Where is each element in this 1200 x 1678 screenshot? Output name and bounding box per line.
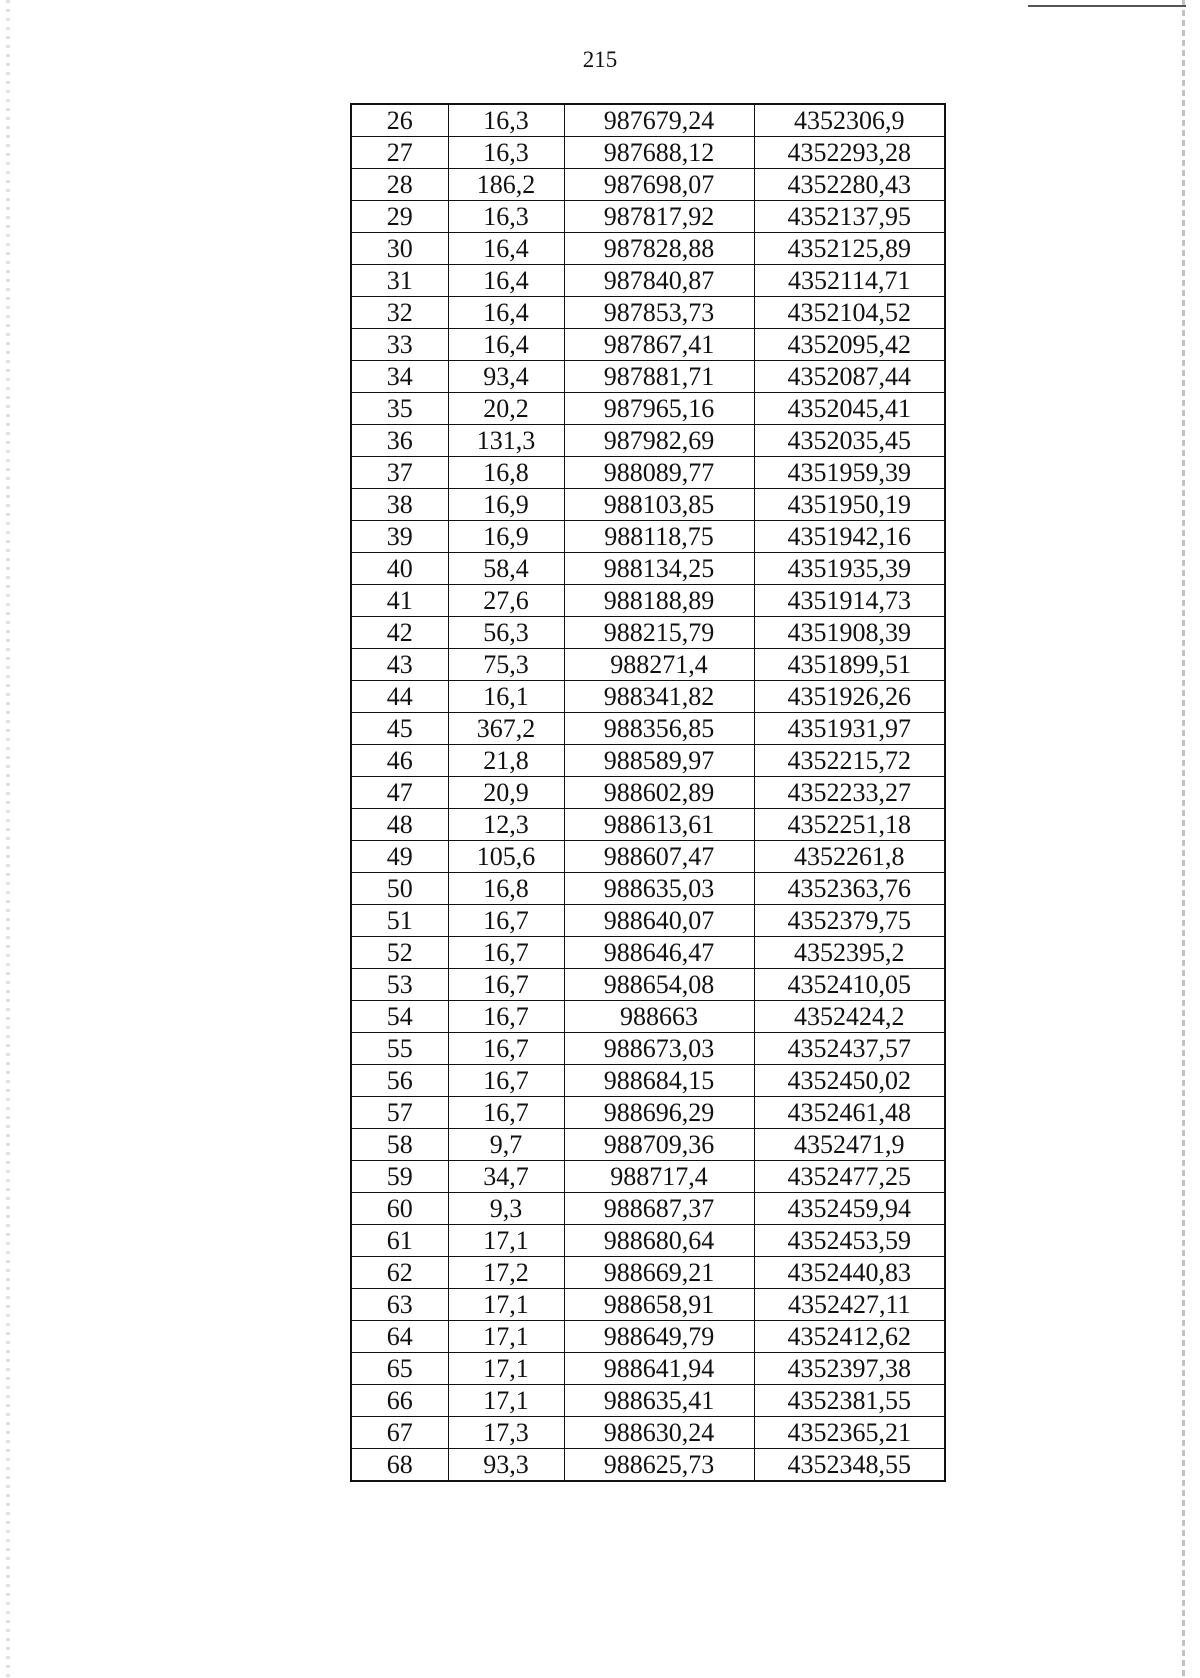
- table-row: [351, 1033, 945, 1065]
- x-coordinate-cell: 987840,87: [564, 265, 754, 297]
- table-row: [351, 137, 945, 169]
- table-row: [351, 1065, 945, 1097]
- y-coordinate-cell: 4352306,9: [754, 104, 945, 137]
- table-row: [351, 489, 945, 521]
- y-coordinate-cell: 4352471,9: [754, 1129, 945, 1161]
- point-number-cell: 48: [351, 809, 448, 841]
- x-coordinate-cell: 988188,89: [564, 585, 754, 617]
- page-number: 215: [582, 47, 618, 72]
- point-number-cell: 47: [351, 777, 448, 809]
- x-coordinate-cell: 988717,4: [564, 1161, 754, 1193]
- point-number-cell: 42: [351, 617, 448, 649]
- point-number-cell: 54: [351, 1001, 448, 1033]
- table-row: [351, 1193, 945, 1225]
- x-coordinate-cell: 987965,16: [564, 393, 754, 425]
- y-coordinate-cell: 4352437,57: [754, 1033, 945, 1065]
- point-number-cell: 31: [351, 265, 448, 297]
- table-row: [351, 457, 945, 489]
- x-coordinate-cell: 988669,21: [564, 1257, 754, 1289]
- table-row: [351, 329, 945, 361]
- segment-length-cell: 16,8: [448, 873, 564, 905]
- y-coordinate-cell: 4352459,94: [754, 1193, 945, 1225]
- segment-length-cell: 20,9: [448, 777, 564, 809]
- scan-edge-top: [1028, 5, 1186, 7]
- x-coordinate-cell: 988649,79: [564, 1321, 754, 1353]
- table-row: [351, 265, 945, 297]
- y-coordinate-cell: 4352095,42: [754, 329, 945, 361]
- x-coordinate-cell: 988641,94: [564, 1353, 754, 1385]
- scan-edge-right: [1182, 0, 1185, 1678]
- y-coordinate-cell: 4352440,83: [754, 1257, 945, 1289]
- segment-length-cell: 58,4: [448, 553, 564, 585]
- y-coordinate-cell: 4352412,62: [754, 1321, 945, 1353]
- y-coordinate-cell: 4352280,43: [754, 169, 945, 201]
- point-number-cell: 66: [351, 1385, 448, 1417]
- table-row: [351, 521, 945, 553]
- table-row: [351, 809, 945, 841]
- segment-length-cell: 16,7: [448, 937, 564, 969]
- x-coordinate-cell: 988687,37: [564, 1193, 754, 1225]
- point-number-cell: 50: [351, 873, 448, 905]
- x-coordinate-cell: 988089,77: [564, 457, 754, 489]
- segment-length-cell: 9,3: [448, 1193, 564, 1225]
- segment-length-cell: 17,1: [448, 1321, 564, 1353]
- point-number-cell: 52: [351, 937, 448, 969]
- y-coordinate-cell: 4352233,27: [754, 777, 945, 809]
- table-row: [351, 1289, 945, 1321]
- y-coordinate-cell: 4352137,95: [754, 201, 945, 233]
- segment-length-cell: 16,7: [448, 1033, 564, 1065]
- table-row: [351, 649, 945, 681]
- point-number-cell: 53: [351, 969, 448, 1001]
- x-coordinate-cell: 988356,85: [564, 713, 754, 745]
- segment-length-cell: 105,6: [448, 841, 564, 873]
- x-coordinate-cell: 988134,25: [564, 553, 754, 585]
- y-coordinate-cell: 4352395,2: [754, 937, 945, 969]
- point-number-cell: 32: [351, 297, 448, 329]
- y-coordinate-cell: 4352348,55: [754, 1449, 945, 1482]
- y-coordinate-cell: 4351950,19: [754, 489, 945, 521]
- x-coordinate-cell: 988215,79: [564, 617, 754, 649]
- segment-length-cell: 16,7: [448, 1001, 564, 1033]
- segment-length-cell: 17,1: [448, 1289, 564, 1321]
- table-row: [351, 1353, 945, 1385]
- point-number-cell: 35: [351, 393, 448, 425]
- x-coordinate-cell: 988640,07: [564, 905, 754, 937]
- point-number-cell: 26: [351, 104, 448, 137]
- segment-length-cell: 16,7: [448, 1065, 564, 1097]
- segment-length-cell: 16,4: [448, 329, 564, 361]
- segment-length-cell: 17,1: [448, 1225, 564, 1257]
- point-number-cell: 59: [351, 1161, 448, 1193]
- table-row: [351, 969, 945, 1001]
- x-coordinate-cell: 988613,61: [564, 809, 754, 841]
- point-number-cell: 68: [351, 1449, 448, 1482]
- y-coordinate-cell: 4351935,39: [754, 553, 945, 585]
- segment-length-cell: 367,2: [448, 713, 564, 745]
- table-row: [351, 585, 945, 617]
- table-row: [351, 1001, 945, 1033]
- segment-length-cell: 16,3: [448, 137, 564, 169]
- point-number-cell: 60: [351, 1193, 448, 1225]
- y-coordinate-cell: 4352450,02: [754, 1065, 945, 1097]
- y-coordinate-cell: 4352293,28: [754, 137, 945, 169]
- table-row: [351, 297, 945, 329]
- segment-length-cell: 16,7: [448, 1097, 564, 1129]
- segment-length-cell: 27,6: [448, 585, 564, 617]
- x-coordinate-cell: 988646,47: [564, 937, 754, 969]
- y-coordinate-cell: 4352045,41: [754, 393, 945, 425]
- table-row: [351, 873, 945, 905]
- point-number-cell: 36: [351, 425, 448, 457]
- point-number-cell: 41: [351, 585, 448, 617]
- x-coordinate-cell: 987867,41: [564, 329, 754, 361]
- table-row: [351, 1225, 945, 1257]
- segment-length-cell: 16,4: [448, 233, 564, 265]
- segment-length-cell: 93,3: [448, 1449, 564, 1482]
- x-coordinate-cell: 988684,15: [564, 1065, 754, 1097]
- point-number-cell: 39: [351, 521, 448, 553]
- y-coordinate-cell: 4352397,38: [754, 1353, 945, 1385]
- x-coordinate-cell: 987698,07: [564, 169, 754, 201]
- x-coordinate-cell: 988696,29: [564, 1097, 754, 1129]
- coordinates-table-body: [351, 104, 945, 1481]
- table-row: [351, 201, 945, 233]
- y-coordinate-cell: 4352424,2: [754, 1001, 945, 1033]
- point-number-cell: 46: [351, 745, 448, 777]
- y-coordinate-cell: 4351931,97: [754, 713, 945, 745]
- segment-length-cell: 93,4: [448, 361, 564, 393]
- y-coordinate-cell: 4352104,52: [754, 297, 945, 329]
- table-row: [351, 713, 945, 745]
- y-coordinate-cell: 4352453,59: [754, 1225, 945, 1257]
- x-coordinate-cell: 988602,89: [564, 777, 754, 809]
- y-coordinate-cell: 4351899,51: [754, 649, 945, 681]
- x-coordinate-cell: 988635,41: [564, 1385, 754, 1417]
- x-coordinate-cell: 987688,12: [564, 137, 754, 169]
- point-number-cell: 43: [351, 649, 448, 681]
- table-row: [351, 553, 945, 585]
- point-number-cell: 27: [351, 137, 448, 169]
- y-coordinate-cell: 4352381,55: [754, 1385, 945, 1417]
- x-coordinate-cell: 988635,03: [564, 873, 754, 905]
- x-coordinate-cell: 988654,08: [564, 969, 754, 1001]
- point-number-cell: 33: [351, 329, 448, 361]
- y-coordinate-cell: 4352477,25: [754, 1161, 945, 1193]
- segment-length-cell: 16,4: [448, 265, 564, 297]
- segment-length-cell: 17,3: [448, 1417, 564, 1449]
- table-row: [351, 361, 945, 393]
- point-number-cell: 64: [351, 1321, 448, 1353]
- x-coordinate-cell: 987679,24: [564, 104, 754, 137]
- table-row: [351, 1321, 945, 1353]
- y-coordinate-cell: 4352251,18: [754, 809, 945, 841]
- x-coordinate-cell: 988663: [564, 1001, 754, 1033]
- point-number-cell: 45: [351, 713, 448, 745]
- segment-length-cell: 16,3: [448, 104, 564, 137]
- segment-length-cell: 9,7: [448, 1129, 564, 1161]
- point-number-cell: 38: [351, 489, 448, 521]
- x-coordinate-cell: 988589,97: [564, 745, 754, 777]
- segment-length-cell: 16,9: [448, 521, 564, 553]
- segment-length-cell: 16,4: [448, 297, 564, 329]
- point-number-cell: 44: [351, 681, 448, 713]
- table-row: [351, 1129, 945, 1161]
- table-row: [351, 1385, 945, 1417]
- x-coordinate-cell: 988341,82: [564, 681, 754, 713]
- x-coordinate-cell: 988680,64: [564, 1225, 754, 1257]
- point-number-cell: 63: [351, 1289, 448, 1321]
- point-number-cell: 62: [351, 1257, 448, 1289]
- segment-length-cell: 17,1: [448, 1353, 564, 1385]
- x-coordinate-cell: 987817,92: [564, 201, 754, 233]
- point-number-cell: 55: [351, 1033, 448, 1065]
- y-coordinate-cell: 4352035,45: [754, 425, 945, 457]
- point-number-cell: 37: [351, 457, 448, 489]
- segment-length-cell: 17,2: [448, 1257, 564, 1289]
- y-coordinate-cell: 4352363,76: [754, 873, 945, 905]
- segment-length-cell: 16,8: [448, 457, 564, 489]
- point-number-cell: 29: [351, 201, 448, 233]
- x-coordinate-cell: 988630,24: [564, 1417, 754, 1449]
- point-number-cell: 30: [351, 233, 448, 265]
- y-coordinate-cell: 4351942,16: [754, 521, 945, 553]
- table-row: [351, 393, 945, 425]
- point-number-cell: 65: [351, 1353, 448, 1385]
- table-row: [351, 169, 945, 201]
- y-coordinate-cell: 4352114,71: [754, 265, 945, 297]
- y-coordinate-cell: 4352410,05: [754, 969, 945, 1001]
- point-number-cell: 40: [351, 553, 448, 585]
- table-row: [351, 681, 945, 713]
- point-number-cell: 51: [351, 905, 448, 937]
- x-coordinate-cell: 988625,73: [564, 1449, 754, 1482]
- y-coordinate-cell: 4351914,73: [754, 585, 945, 617]
- table-row: [351, 233, 945, 265]
- point-number-cell: 49: [351, 841, 448, 873]
- segment-length-cell: 20,2: [448, 393, 564, 425]
- segment-length-cell: 17,1: [448, 1385, 564, 1417]
- point-number-cell: 57: [351, 1097, 448, 1129]
- segment-length-cell: 12,3: [448, 809, 564, 841]
- x-coordinate-cell: 988118,75: [564, 521, 754, 553]
- table-row: [351, 425, 945, 457]
- x-coordinate-cell: 988709,36: [564, 1129, 754, 1161]
- x-coordinate-cell: 988271,4: [564, 649, 754, 681]
- table-row: [351, 841, 945, 873]
- x-coordinate-cell: 988103,85: [564, 489, 754, 521]
- x-coordinate-cell: 988658,91: [564, 1289, 754, 1321]
- segment-length-cell: 186,2: [448, 169, 564, 201]
- y-coordinate-cell: 4351926,26: [754, 681, 945, 713]
- x-coordinate-cell: 987853,73: [564, 297, 754, 329]
- segment-length-cell: 56,3: [448, 617, 564, 649]
- x-coordinate-cell: 988607,47: [564, 841, 754, 873]
- point-number-cell: 58: [351, 1129, 448, 1161]
- table-row: [351, 905, 945, 937]
- segment-length-cell: 16,3: [448, 201, 564, 233]
- y-coordinate-cell: 4352125,89: [754, 233, 945, 265]
- y-coordinate-cell: 4351908,39: [754, 617, 945, 649]
- table-row: [351, 1417, 945, 1449]
- y-coordinate-cell: 4352365,21: [754, 1417, 945, 1449]
- y-coordinate-cell: 4352261,8: [754, 841, 945, 873]
- segment-length-cell: 16,1: [448, 681, 564, 713]
- y-coordinate-cell: 4352087,44: [754, 361, 945, 393]
- point-number-cell: 34: [351, 361, 448, 393]
- table-row: [351, 1097, 945, 1129]
- segment-length-cell: 131,3: [448, 425, 564, 457]
- table-row: [351, 745, 945, 777]
- scan-edge-left: [6, 0, 10, 1678]
- x-coordinate-cell: 987982,69: [564, 425, 754, 457]
- segment-length-cell: 16,9: [448, 489, 564, 521]
- point-number-cell: 61: [351, 1225, 448, 1257]
- y-coordinate-cell: 4351959,39: [754, 457, 945, 489]
- table-row: [351, 777, 945, 809]
- table-row: [351, 1449, 945, 1482]
- segment-length-cell: 34,7: [448, 1161, 564, 1193]
- x-coordinate-cell: 988673,03: [564, 1033, 754, 1065]
- coordinates-table: [350, 103, 946, 1482]
- table-row: [351, 1257, 945, 1289]
- y-coordinate-cell: 4352427,11: [754, 1289, 945, 1321]
- segment-length-cell: 75,3: [448, 649, 564, 681]
- x-coordinate-cell: 987828,88: [564, 233, 754, 265]
- table-row: [351, 104, 945, 137]
- point-number-cell: 67: [351, 1417, 448, 1449]
- y-coordinate-cell: 4352461,48: [754, 1097, 945, 1129]
- y-coordinate-cell: 4352215,72: [754, 745, 945, 777]
- table-row: [351, 1161, 945, 1193]
- table-row: [351, 937, 945, 969]
- table-row: [351, 617, 945, 649]
- segment-length-cell: 16,7: [448, 905, 564, 937]
- x-coordinate-cell: 987881,71: [564, 361, 754, 393]
- point-number-cell: 56: [351, 1065, 448, 1097]
- point-number-cell: 28: [351, 169, 448, 201]
- segment-length-cell: 21,8: [448, 745, 564, 777]
- y-coordinate-cell: 4352379,75: [754, 905, 945, 937]
- segment-length-cell: 16,7: [448, 969, 564, 1001]
